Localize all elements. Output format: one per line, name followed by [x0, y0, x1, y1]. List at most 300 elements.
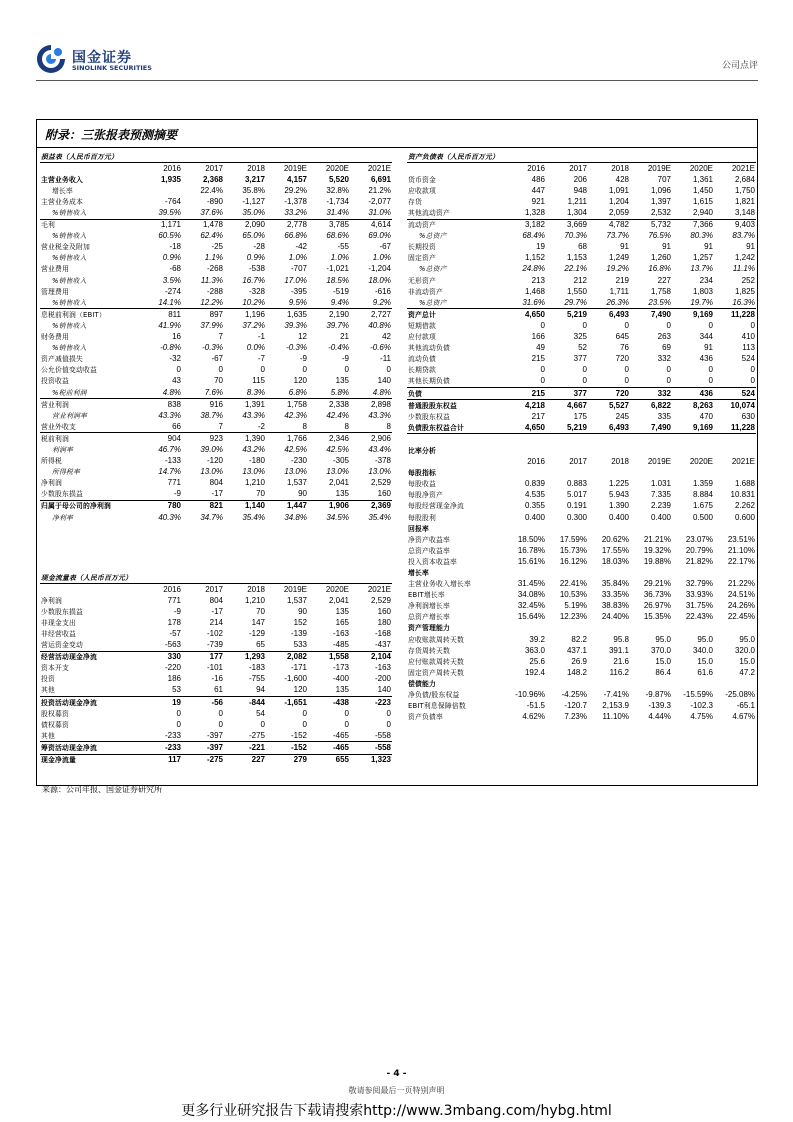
value-cell: 4,782 — [588, 219, 630, 231]
table-row — [40, 399, 392, 411]
value-cell: 160 — [377, 489, 391, 499]
row-label: 短期借款 — [408, 321, 436, 330]
value-cell: -68 — [169, 264, 181, 274]
value-cell: 5.19% — [564, 601, 587, 611]
value-cell: 811 — [140, 309, 182, 321]
value-cell: 1.225 — [608, 479, 629, 489]
value-cell — [672, 445, 714, 456]
value-cell: -0.8% — [160, 343, 181, 353]
row-label: EBIT增长率 — [408, 591, 445, 600]
value-cell: 0.839 — [524, 479, 545, 489]
table-row — [40, 253, 392, 264]
table-row — [407, 376, 756, 388]
value-cell: 1.031 — [650, 479, 671, 489]
row-label: 普通股股东权益 — [407, 400, 504, 412]
value-cell: 13.0% — [200, 467, 223, 477]
value-cell: 0 — [302, 719, 307, 729]
table-row — [407, 422, 756, 434]
table-row — [40, 365, 392, 376]
value-cell: 22.43% — [685, 612, 713, 622]
value-cell: 1,211 — [567, 196, 587, 206]
value-cell — [714, 434, 756, 446]
value-cell: -17 — [211, 606, 223, 616]
value-cell: 12.23% — [559, 612, 587, 622]
value-cell: 31.45% — [517, 579, 545, 589]
value-cell: 32.8% — [326, 185, 349, 195]
value-cell: 0 — [750, 365, 755, 375]
value-cell: 38.83% — [601, 601, 629, 611]
value-cell: 6.8% — [288, 387, 307, 397]
value-cell — [630, 523, 672, 534]
value-cell: 0.600 — [734, 512, 755, 522]
row-label: 主营业务收入增长率 — [408, 580, 471, 589]
row-label: 其他 — [41, 731, 55, 740]
value-cell: 0 — [708, 365, 713, 375]
value-cell: 1,210 — [244, 595, 265, 605]
value-cell: 33.35% — [601, 590, 629, 600]
value-cell: 31.0% — [368, 208, 391, 218]
value-cell: 2,940 — [692, 208, 713, 218]
value-cell: 1,361 — [692, 174, 713, 184]
value-cell: 4,650 — [504, 309, 546, 321]
value-cell: 4,614 — [350, 219, 392, 231]
value-cell: 447 — [531, 185, 545, 195]
value-cell: 68.6% — [326, 231, 349, 241]
year-header-cell: 2019E — [647, 163, 671, 173]
value-cell: 43.3% — [158, 410, 181, 420]
value-cell: 52 — [578, 343, 587, 353]
value-cell: -400 — [332, 674, 349, 684]
table-row — [407, 309, 756, 321]
value-cell: 70 — [256, 606, 265, 616]
value-cell: -152 — [266, 742, 308, 754]
value-cell: 5.943 — [608, 490, 629, 500]
value-cell: 90 — [298, 489, 307, 499]
table-row — [407, 297, 756, 309]
row-label: 固定资产 — [408, 254, 436, 263]
value-cell: 16.3% — [732, 297, 755, 307]
value-cell: 2,041 — [328, 595, 349, 605]
value-cell: -51.5 — [526, 701, 545, 711]
value-cell: 39.5% — [158, 208, 181, 218]
value-cell: 2,778 — [266, 219, 308, 231]
value-cell: -233 — [164, 730, 181, 740]
value-cell: 16.7% — [242, 275, 265, 285]
value-cell: -180 — [248, 456, 265, 466]
value-cell: 1,750 — [734, 185, 755, 195]
value-cell: 2,727 — [350, 309, 392, 321]
table-row — [407, 667, 756, 678]
value-cell: 3.5% — [162, 275, 181, 285]
year-header-cell: 2018 — [611, 163, 629, 173]
row-label: 长期投资 — [408, 243, 436, 252]
row-label: 非流动资产 — [408, 287, 443, 296]
table-row — [407, 601, 756, 612]
table-row — [40, 231, 392, 242]
value-cell: 4,650 — [524, 422, 545, 432]
value-cell: 147 — [251, 617, 265, 627]
table-row — [40, 685, 392, 697]
value-cell: 0.400 — [650, 512, 671, 522]
table-row — [40, 456, 392, 467]
value-cell: -120.7 — [564, 701, 587, 711]
value-cell: -101 — [206, 663, 223, 673]
value-cell: 1,478 — [182, 219, 224, 231]
value-cell: 66.8% — [284, 231, 307, 241]
row-label: 长期贷款 — [408, 366, 436, 375]
value-cell: -328 — [248, 286, 265, 296]
table-row — [40, 286, 392, 297]
row-label: 每股指标 — [408, 469, 436, 478]
year-header-cell: 2016 — [527, 163, 545, 173]
row-label: 所得税率 — [52, 468, 80, 477]
row-label: 少数股东权益 — [408, 412, 450, 421]
value-cell: -275 — [248, 730, 265, 740]
row-label: 流动资产 — [407, 219, 504, 231]
table-row — [40, 742, 392, 754]
value-cell: 1.390 — [608, 501, 629, 511]
value-cell: 377 — [546, 387, 588, 399]
row-label: 资产管理能力 — [408, 624, 450, 633]
value-cell — [546, 445, 588, 456]
value-cell: 7.335 — [650, 490, 671, 500]
value-cell: 7,490 — [650, 422, 671, 432]
value-cell: 22.17% — [727, 556, 755, 566]
value-cell: 46.7% — [158, 444, 181, 454]
table-row — [407, 196, 756, 207]
value-cell: 7.23% — [564, 712, 587, 722]
value-cell: 19.88% — [643, 556, 671, 566]
value-cell: -129 — [248, 629, 265, 639]
value-cell: 5,520 — [328, 174, 349, 184]
value-cell — [588, 523, 630, 534]
value-cell: 95.8 — [613, 634, 629, 644]
value-cell: 34.08% — [517, 590, 545, 600]
value-cell: -18 — [169, 242, 181, 252]
sinolink-logo-icon — [36, 44, 66, 74]
value-cell — [546, 678, 588, 689]
row-label: 资产总计 — [407, 309, 504, 321]
row-label: 主营业务成本 — [41, 197, 83, 206]
value-cell: 21.82% — [685, 556, 713, 566]
value-cell: 95.0 — [739, 634, 755, 644]
value-cell: 5.017 — [566, 490, 587, 500]
value-cell: 2,153.9 — [602, 701, 629, 711]
value-cell: -120 — [206, 456, 223, 466]
value-cell: -519 — [332, 286, 349, 296]
value-cell: 0 — [666, 320, 671, 330]
value-cell: 16.8% — [648, 264, 671, 274]
value-cell: 69.0% — [368, 231, 391, 241]
value-cell: -11 — [380, 354, 391, 364]
value-cell: 213 — [531, 275, 545, 285]
value-cell: 0 — [582, 376, 587, 386]
value-cell: 35.84% — [601, 579, 629, 589]
value-cell: 1,257 — [692, 253, 713, 263]
value-cell: 18.50% — [517, 534, 545, 544]
table-row — [407, 712, 756, 723]
year-header-cell: 2020E — [325, 584, 349, 594]
value-cell: 11.1% — [732, 264, 755, 274]
row-label: 筹资活动现金净流 — [40, 742, 140, 754]
value-cell: 15.0 — [739, 656, 755, 666]
value-cell: 2,090 — [224, 219, 266, 231]
value-cell: -168 — [374, 629, 391, 639]
value-cell: 0 — [708, 320, 713, 330]
value-cell: 76.5% — [648, 231, 671, 241]
value-cell: 8 — [302, 421, 307, 431]
row-label: 归属于母公司的净利润 — [40, 500, 140, 512]
value-cell: 7,490 — [630, 309, 672, 321]
value-cell: 1,537 — [286, 595, 307, 605]
row-label: 货币资金 — [408, 175, 436, 184]
row-label: 应付账款周转天数 — [408, 657, 464, 666]
row-label: 少数股东损益 — [41, 607, 83, 616]
value-cell: 1.0% — [372, 253, 391, 263]
table-row — [407, 579, 756, 590]
value-cell: -57 — [169, 629, 181, 639]
value-cell: 0 — [176, 365, 181, 375]
value-cell: 31.4% — [326, 208, 349, 218]
value-cell: 1.675 — [692, 501, 713, 511]
table-title: 资产负债表（人民币百万元） — [407, 151, 756, 163]
value-cell — [504, 567, 546, 578]
value-cell: 65.0% — [242, 231, 265, 241]
table-row — [407, 231, 756, 242]
value-cell: 1,152 — [524, 253, 545, 263]
row-label: 净利润 — [41, 479, 62, 488]
value-cell: 39.7% — [326, 320, 349, 330]
value-cell: 1,260 — [650, 253, 671, 263]
year-header-cell: 2021E — [367, 584, 391, 594]
value-cell — [546, 434, 588, 446]
value-cell: 160 — [377, 606, 391, 616]
value-cell: -9 — [173, 606, 181, 616]
value-cell: 43.3% — [242, 410, 265, 420]
row-label: 净利率 — [52, 513, 73, 522]
value-cell: 43.3% — [368, 410, 391, 420]
value-cell — [588, 623, 630, 634]
row-label: 营业利润 — [40, 399, 140, 411]
value-cell: -1 — [257, 332, 265, 342]
value-cell: 215 — [531, 354, 545, 364]
value-cell: -4.25% — [561, 690, 587, 700]
value-cell: 76 — [620, 343, 629, 353]
table-row — [40, 196, 392, 207]
table-row — [407, 567, 756, 578]
value-cell: 1.0% — [288, 253, 307, 263]
page-number: - 4 - — [386, 1069, 407, 1079]
value-cell: 0.500 — [692, 512, 713, 522]
value-cell: 245 — [615, 411, 629, 421]
value-cell: 6,691 — [370, 174, 391, 184]
value-cell: -707 — [290, 264, 307, 274]
value-cell: 11,228 — [714, 309, 756, 321]
value-cell: 178 — [167, 617, 181, 627]
value-cell: -1,651 — [266, 697, 308, 709]
value-cell: 0 — [260, 719, 265, 729]
value-cell — [504, 523, 546, 534]
value-cell: 15.73% — [559, 545, 587, 555]
value-cell: 4.44% — [648, 712, 671, 722]
value-cell: -42 — [295, 242, 307, 252]
value-cell: 135 — [335, 489, 349, 499]
year-header-row — [40, 163, 392, 175]
value-cell: 80.3% — [690, 231, 713, 241]
year-header-row — [407, 163, 756, 175]
table-title-row — [40, 572, 392, 584]
value-cell: 4.75% — [690, 712, 713, 722]
value-cell: 135 — [335, 606, 349, 616]
table-row — [407, 623, 756, 634]
table-row — [407, 457, 756, 468]
value-cell: -395 — [290, 286, 307, 296]
value-cell: 34.8% — [284, 512, 307, 522]
value-cell: 0.191 — [566, 501, 587, 511]
value-cell — [630, 567, 672, 578]
value-cell: 1,758 — [266, 399, 308, 411]
value-cell: 32.79% — [685, 579, 713, 589]
value-cell: 18.03% — [601, 556, 629, 566]
value-cell — [672, 468, 714, 479]
value-cell: -102.3 — [690, 701, 713, 711]
value-cell: 5,219 — [546, 309, 588, 321]
value-cell: -268 — [206, 264, 223, 274]
value-cell: 6,493 — [588, 309, 630, 321]
value-cell: 24.8% — [522, 264, 545, 274]
value-cell: 29.7% — [564, 297, 587, 307]
value-cell: 0 — [344, 365, 349, 375]
year-header-cell: 2021E — [367, 163, 391, 173]
table-row — [407, 479, 756, 490]
value-cell: 4.62% — [522, 712, 545, 722]
table-row — [407, 468, 756, 479]
value-cell: 1,390 — [224, 433, 266, 445]
value-cell: 26.3% — [606, 297, 629, 307]
value-cell: 37.2% — [242, 320, 265, 330]
value-cell: 0 — [540, 365, 545, 375]
value-cell: 0 — [624, 320, 629, 330]
table-row — [40, 500, 392, 512]
row-label: 经营活动现金净流 — [40, 651, 140, 663]
value-cell: 0 — [666, 365, 671, 375]
table-row — [40, 275, 392, 286]
value-cell: -171 — [290, 663, 307, 673]
value-cell: 17.55% — [601, 545, 629, 555]
table-row — [407, 545, 756, 556]
table-row — [40, 730, 392, 742]
value-cell: -558 — [374, 730, 391, 740]
value-cell: 10,074 — [714, 400, 756, 412]
row-label: 毛利 — [40, 219, 140, 231]
value-cell: 780 — [140, 500, 182, 512]
value-cell — [630, 468, 672, 479]
value-cell: 0 — [386, 708, 391, 718]
value-cell: 707 — [657, 174, 671, 184]
row-label: 非经营收益 — [41, 630, 76, 639]
value-cell: 1.0% — [330, 253, 349, 263]
row-label: 每股净资产 — [408, 491, 443, 500]
value-cell: -56 — [182, 697, 224, 709]
value-cell: 17.59% — [559, 534, 587, 544]
year-header-cell: 2017 — [569, 163, 587, 173]
value-cell: -7.41% — [603, 690, 629, 700]
value-cell: 219 — [615, 275, 629, 285]
row-label: 投资 — [41, 675, 55, 684]
value-cell: -230 — [290, 456, 307, 466]
value-cell: 8,263 — [672, 400, 714, 412]
value-cell: -397 — [182, 742, 224, 754]
value-cell: -102 — [206, 629, 223, 639]
table-row — [407, 400, 756, 412]
value-cell: 470 — [699, 411, 713, 421]
table-row — [407, 590, 756, 601]
value-cell: 2,190 — [308, 309, 350, 321]
value-cell: -25 — [211, 242, 223, 252]
value-cell: 140 — [377, 376, 391, 386]
value-cell: -2,077 — [368, 196, 391, 206]
year-header-cell: 2019E — [283, 163, 307, 173]
value-cell: 21.10% — [727, 545, 755, 555]
value-cell: 1,304 — [566, 208, 587, 218]
value-cell: 14.1% — [158, 297, 181, 307]
value-cell: 1,821 — [734, 196, 755, 206]
row-label — [407, 434, 504, 446]
table-row — [40, 219, 392, 231]
value-cell: 0 — [708, 376, 713, 386]
value-cell: 436 — [672, 387, 714, 399]
row-label: 非现金支出 — [41, 618, 76, 627]
value-cell: 1,468 — [524, 286, 545, 296]
value-cell: 24.26% — [727, 601, 755, 611]
table-row — [40, 421, 392, 433]
value-cell: 1,196 — [224, 309, 266, 321]
value-cell: 5.8% — [330, 387, 349, 397]
value-cell: 3,217 — [244, 174, 265, 184]
row-label: %销售收入 — [52, 254, 87, 263]
year-header-cell: 2019E — [283, 584, 307, 594]
value-cell: 1,537 — [286, 478, 307, 488]
value-cell: 115 — [252, 376, 265, 386]
table-row — [40, 410, 392, 421]
value-cell: 6,493 — [608, 422, 629, 432]
value-cell: -0.6% — [370, 343, 391, 353]
value-cell: 1,803 — [692, 286, 713, 296]
year-header-cell: 2016 — [163, 584, 181, 594]
row-label: 资本开支 — [41, 664, 69, 673]
row-label: 回报率 — [408, 524, 429, 533]
value-cell: 41.9% — [158, 320, 181, 330]
value-cell: 0 — [750, 376, 755, 386]
brand-name: 国金证券 — [72, 50, 132, 66]
value-cell: 22.41% — [559, 579, 587, 589]
year-header-label — [40, 584, 140, 596]
row-label: 少数股东损益 — [41, 490, 83, 499]
table-title: 损益表（人民币百万元） — [40, 151, 392, 163]
value-cell: -16 — [211, 674, 223, 684]
value-cell: 1,397 — [650, 196, 671, 206]
value-cell: -220 — [164, 663, 181, 673]
value-cell: 148.2 — [566, 667, 587, 677]
row-label: 总资产增长率 — [408, 613, 450, 622]
value-cell: 43 — [172, 376, 181, 386]
row-label: 应收账款周转天数 — [408, 635, 464, 644]
value-cell: 1,935 — [160, 174, 181, 184]
value-cell: 54 — [256, 708, 265, 718]
value-cell: 15.35% — [643, 612, 671, 622]
value-cell — [546, 623, 588, 634]
value-cell — [714, 678, 756, 689]
